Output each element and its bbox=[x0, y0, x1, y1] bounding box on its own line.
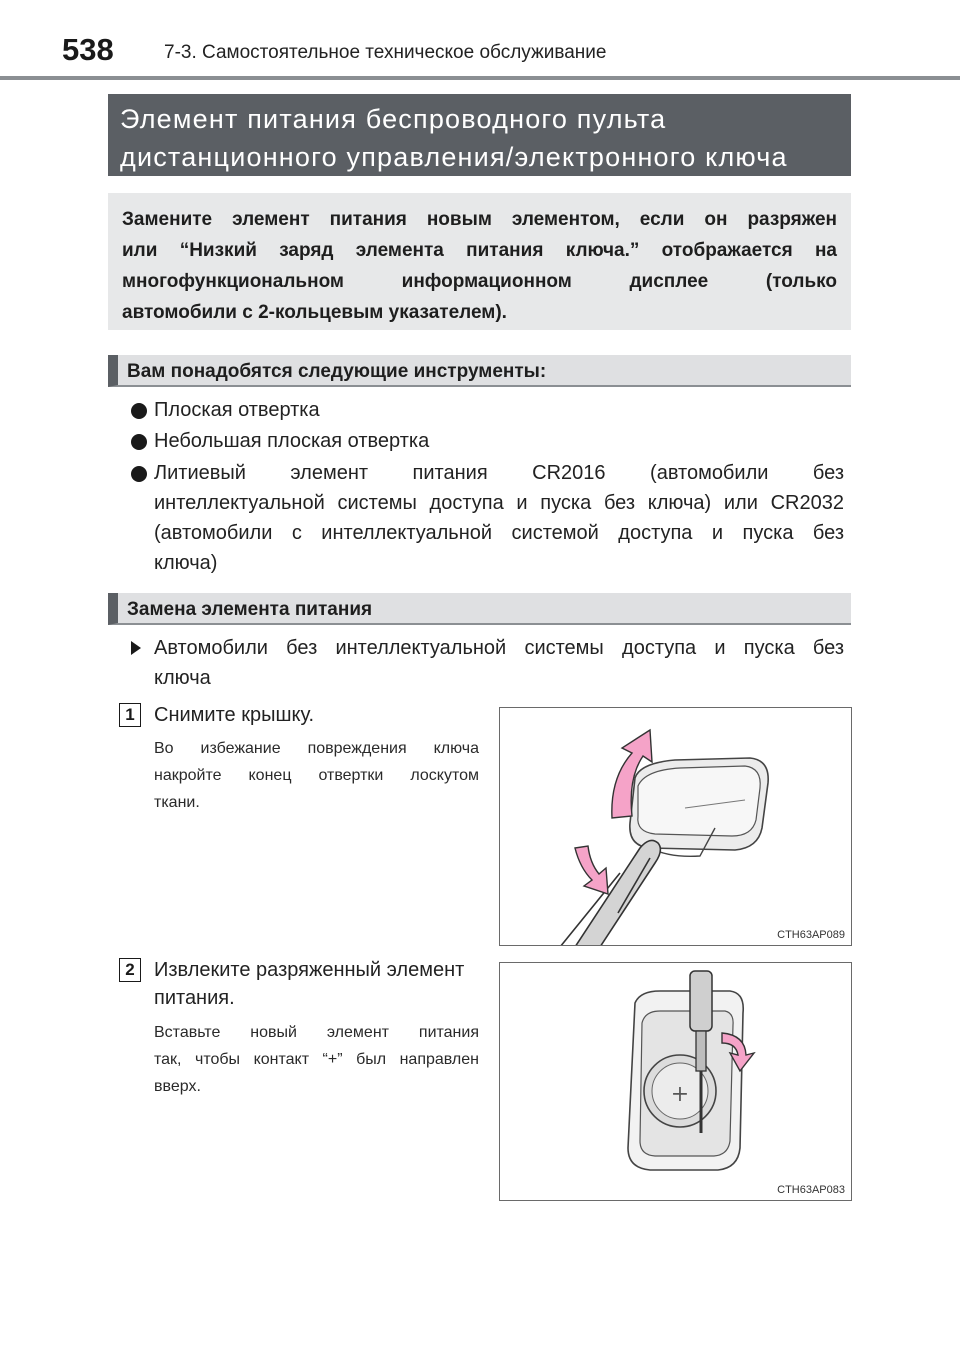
step-number-2: 2 bbox=[119, 958, 141, 982]
bullet-icon bbox=[131, 434, 147, 450]
step-2-note-line: Вставьте новый элемент питания bbox=[154, 1024, 479, 1041]
battery-removal-illustration bbox=[500, 963, 852, 1201]
variant-line: Автомобили без интеллектуальной системы доступа и пуска без bbox=[154, 637, 844, 659]
replace-heading: Замена элемента питания bbox=[108, 593, 851, 625]
intro-box bbox=[108, 193, 851, 330]
tool-item-battery-line: Литиевый элемент питания CR2016 (автомобили без bbox=[154, 462, 844, 484]
step-1-note-line: накройте конец отвертки лоскутом bbox=[154, 767, 479, 784]
step-2-text-line: Извлеките разряженный элемент bbox=[154, 959, 465, 981]
section-title-banner bbox=[108, 94, 851, 176]
section-title-line-2: дистанционного управления/электронного ключа bbox=[120, 142, 788, 172]
step-1-text: Снимите крышку. bbox=[154, 704, 315, 726]
step-1-note-line: ткани. bbox=[154, 794, 200, 811]
figure-code: CTH63AP083 bbox=[777, 1184, 845, 1196]
key-cover-illustration bbox=[500, 708, 852, 946]
step-2-text-line: питания. bbox=[154, 987, 235, 1009]
triangle-arrow-icon bbox=[131, 641, 141, 655]
page-number: 538 bbox=[62, 32, 114, 67]
tool-item-battery-line: (автомобили с интеллектуальной системой доступа и пуска без bbox=[154, 522, 844, 544]
step-number-1: 1 bbox=[119, 703, 141, 727]
tool-item-flat-screwdriver: Плоская отвертка bbox=[154, 399, 320, 421]
step-2-note-line: так, чтобы контакт “+” был направлен bbox=[154, 1051, 479, 1068]
variant-line: ключа bbox=[154, 667, 211, 689]
intro-line: автомобили с 2-кольцевым указателем). bbox=[122, 302, 507, 323]
battery-plus-sign: + bbox=[670, 1082, 690, 1107]
figure-remove-battery bbox=[499, 962, 852, 1201]
step-1-note-line: Во избежание повреждения ключа bbox=[154, 740, 479, 757]
header-divider bbox=[0, 76, 960, 80]
intro-line: Замените элемент питания новым элементом, если он разряжен bbox=[122, 209, 837, 230]
figure-remove-cover bbox=[499, 707, 852, 946]
tool-item-battery-line: интеллектуальной системы доступа и пуска без ключа) или CR2032 bbox=[154, 492, 844, 514]
step-2-note-line: вверх. bbox=[154, 1078, 201, 1095]
section-title-line-1: Элемент питания беспроводного пульта bbox=[120, 104, 667, 134]
tool-item-battery-line: ключа) bbox=[154, 552, 218, 574]
intro-line: или “Низкий заряд элемента питания ключа.” отображается на bbox=[122, 240, 837, 261]
chapter-title: 7-3. Самостоятельное техническое обслуживание bbox=[164, 42, 607, 63]
intro-line: многофункциональном информационном дисплее (только bbox=[122, 271, 837, 292]
tools-heading: Вам понадобятся следующие инструменты: bbox=[108, 355, 851, 387]
tool-item-small-screwdriver: Небольшая плоская отвертка bbox=[154, 430, 430, 452]
bullet-icon bbox=[131, 403, 147, 419]
figure-code: CTH63AP089 bbox=[777, 929, 845, 941]
bullet-icon bbox=[131, 466, 147, 482]
